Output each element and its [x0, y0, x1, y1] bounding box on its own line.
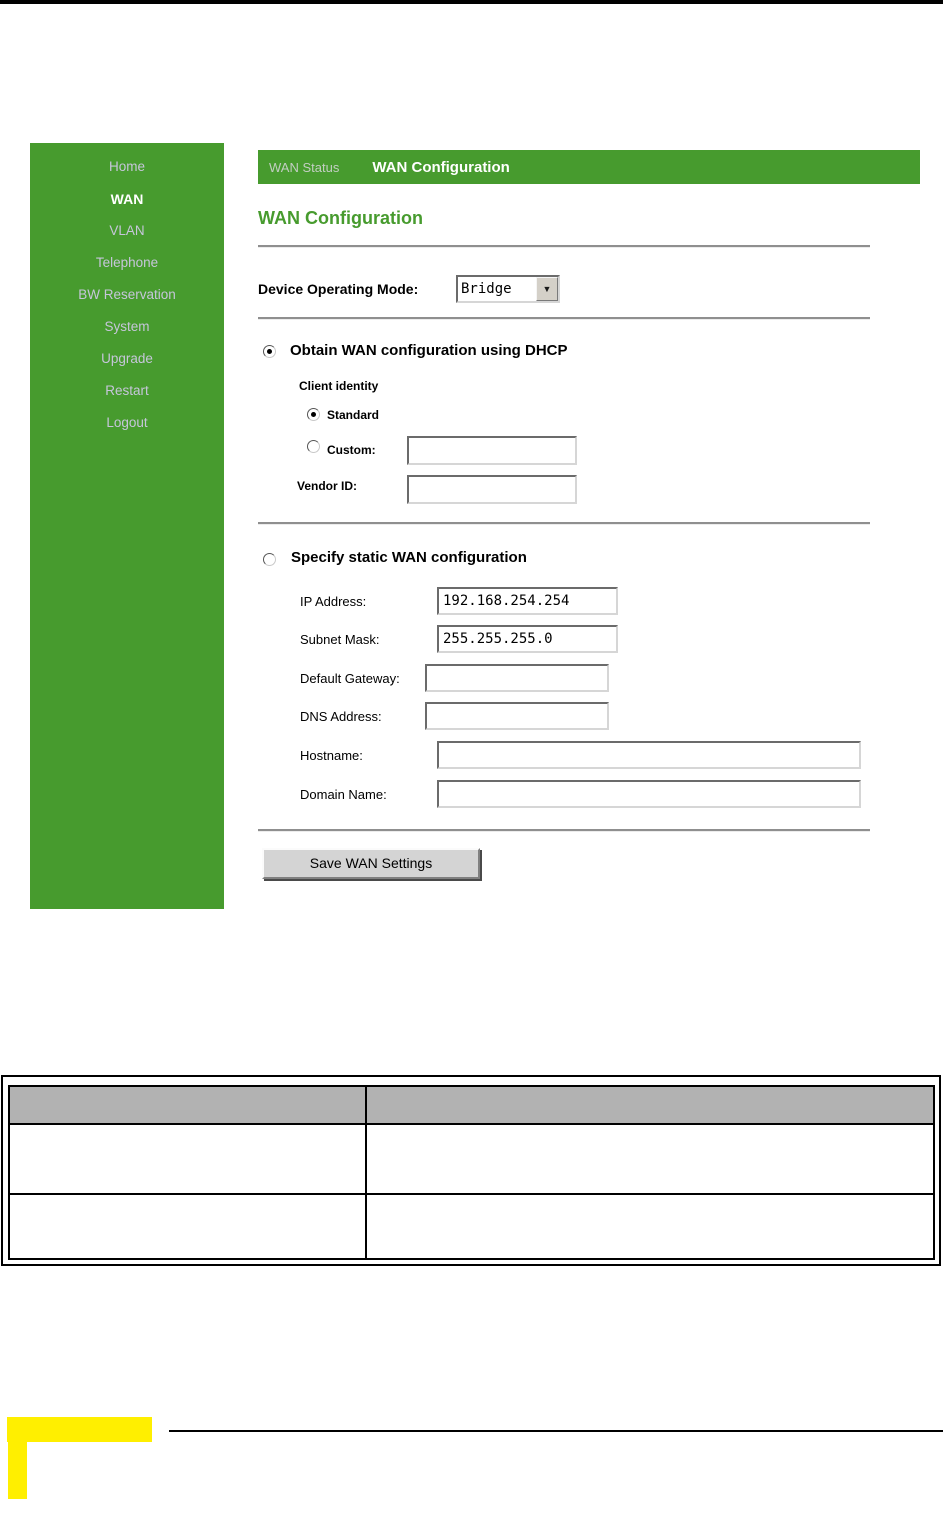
table-row: [9, 1124, 934, 1194]
chevron-down-icon[interactable]: ▼: [536, 277, 558, 301]
vendor-id-label: Vendor ID:: [297, 479, 358, 493]
custom-identity-input[interactable]: [407, 436, 577, 465]
top-rule: [0, 0, 943, 4]
custom-radio[interactable]: [307, 440, 320, 453]
sidebar-item-telephone[interactable]: Telephone: [95, 255, 159, 270]
doc-table-cell: [9, 1124, 366, 1194]
footer-rule: [169, 1430, 943, 1432]
doc-table-header-cell: [9, 1086, 366, 1124]
default-gateway-label: Default Gateway:: [300, 671, 400, 686]
sidebar-item-vlan[interactable]: VLAN: [109, 223, 145, 238]
tab-wan-status[interactable]: WAN Status: [269, 159, 340, 175]
device-mode-label: Device Operating Mode:: [258, 281, 419, 297]
dns-address-label: DNS Address:: [300, 709, 382, 724]
device-mode-value: Bridge: [461, 281, 512, 297]
sidebar-item-logout[interactable]: Logout: [106, 415, 148, 430]
subnet-mask-input[interactable]: [437, 625, 618, 653]
ip-address-label: IP Address:: [300, 594, 367, 609]
sidebar-item-bw-reservation[interactable]: BW Reservation: [78, 287, 176, 302]
static-wan-radio[interactable]: [263, 553, 276, 566]
dns-address-input[interactable]: [425, 702, 609, 730]
sidebar-item-restart[interactable]: Restart: [105, 383, 149, 398]
table-row: [9, 1194, 934, 1259]
separator: [258, 245, 870, 248]
highlighter-mark: [7, 1417, 152, 1442]
client-identity-label: Client identity: [299, 379, 379, 393]
dhcp-radio[interactable]: [263, 345, 276, 358]
sidebar: [30, 143, 224, 909]
doc-table-cell: [366, 1194, 934, 1259]
tab-bar: [258, 150, 920, 184]
dhcp-radio-label: Obtain WAN configuration using DHCP: [290, 342, 568, 359]
hostname-label: Hostname:: [300, 748, 363, 763]
doc-table-cell: [366, 1124, 934, 1194]
default-gateway-input[interactable]: [425, 664, 609, 692]
hostname-input[interactable]: [437, 741, 861, 769]
device-mode-select[interactable]: [456, 275, 560, 303]
page-title: WAN Configuration: [258, 208, 423, 228]
sidebar-item-wan[interactable]: WAN: [110, 191, 144, 207]
doc-table-header-row: [9, 1086, 934, 1124]
sidebar-menu: [30, 143, 224, 439]
static-wan-radio-label: Specify static WAN configuration: [291, 549, 527, 566]
domain-name-input[interactable]: [437, 780, 861, 808]
save-wan-settings-button[interactable]: Save WAN Settings: [262, 848, 480, 879]
domain-name-label: Domain Name:: [300, 787, 387, 802]
subnet-mask-label: Subnet Mask:: [300, 632, 380, 647]
ip-address-input[interactable]: [437, 587, 618, 615]
highlighter-mark: [8, 1442, 27, 1499]
separator: [258, 829, 870, 832]
custom-radio-label: Custom:: [327, 443, 376, 457]
tab-wan-configuration[interactable]: WAN Configuration: [372, 158, 510, 176]
standard-radio-label: Standard: [327, 408, 380, 422]
standard-radio[interactable]: [307, 408, 320, 421]
sidebar-item-system[interactable]: System: [104, 319, 150, 334]
doc-table-header-cell: [366, 1086, 934, 1124]
doc-table-cell: [9, 1194, 366, 1259]
sidebar-item-home[interactable]: Home: [108, 159, 145, 174]
doc-table: [8, 1085, 935, 1260]
separator: [258, 522, 870, 525]
sidebar-item-upgrade[interactable]: Upgrade: [101, 351, 153, 366]
separator: [258, 317, 870, 320]
vendor-id-input[interactable]: [407, 475, 577, 504]
